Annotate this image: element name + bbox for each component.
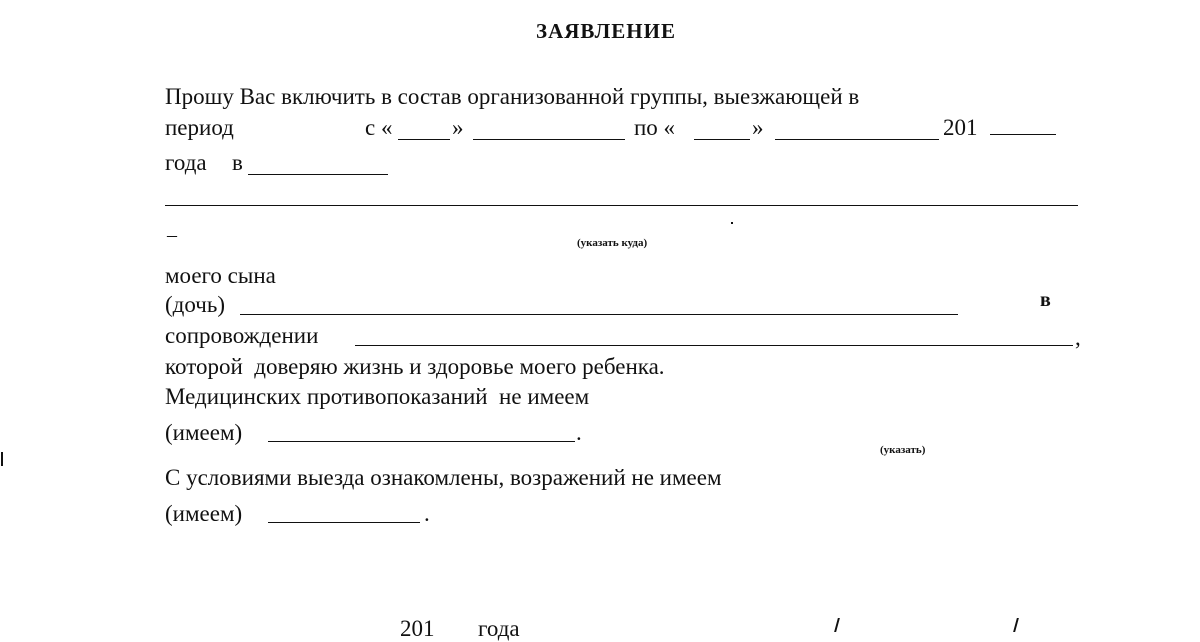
hint-specify: (указать) — [880, 444, 926, 456]
hint-where: (указать куда) — [577, 237, 648, 249]
escort-name-field[interactable] — [355, 345, 1073, 346]
destination-short-field[interactable] — [248, 174, 388, 175]
year-word: года — [165, 150, 207, 175]
escort-comma: , — [1075, 325, 1081, 350]
from-day-field[interactable] — [398, 139, 450, 140]
to-month-field[interactable] — [775, 139, 939, 140]
bottom-year-word: года — [478, 616, 520, 641]
to-day-field[interactable] — [694, 139, 750, 140]
year-prefix: 201 — [943, 115, 978, 140]
son-line: моего сына — [165, 263, 276, 288]
in-letter: в — [1040, 289, 1051, 311]
conditions-period: . — [424, 501, 430, 526]
have-label-medical: (имеем) — [165, 420, 243, 445]
escort-label: сопровождении — [165, 323, 319, 348]
year-suffix-field[interactable] — [990, 134, 1056, 135]
medical-period: . — [576, 420, 582, 445]
request-line: Прошу Вас включить в состав организованной группы, выезжающей в — [165, 84, 860, 109]
child-name-field[interactable] — [240, 314, 958, 315]
scan-speck — [731, 222, 733, 224]
scan-edge-mark — [1, 452, 3, 466]
conditions-field[interactable] — [268, 522, 420, 523]
from-quote-close: » — [452, 115, 464, 140]
trust-line: которой доверяю жизнь и здоровье моего ребенка. — [165, 354, 665, 379]
daughter-label: (дочь) — [165, 292, 225, 317]
conditions-line: С условиями выезда ознакомлены, возражений не имеем — [165, 465, 722, 490]
medical-line: Медицинских противопоказаний не имеем — [165, 384, 590, 409]
dash-mark: – — [167, 224, 177, 246]
from-quote-open: с « — [365, 115, 393, 140]
bottom-year: 201 — [400, 616, 435, 641]
in-word: в — [232, 150, 243, 175]
medical-field[interactable] — [268, 441, 575, 442]
have-label-conditions: (имеем) — [165, 501, 243, 526]
from-month-field[interactable] — [473, 139, 625, 140]
destination-full-field[interactable] — [165, 205, 1078, 206]
to-label: по « — [634, 115, 676, 140]
period-label: период — [165, 115, 234, 140]
document-title: ЗАЯВЛЕНИЕ — [536, 19, 676, 43]
to-quote-close: » — [752, 115, 764, 140]
